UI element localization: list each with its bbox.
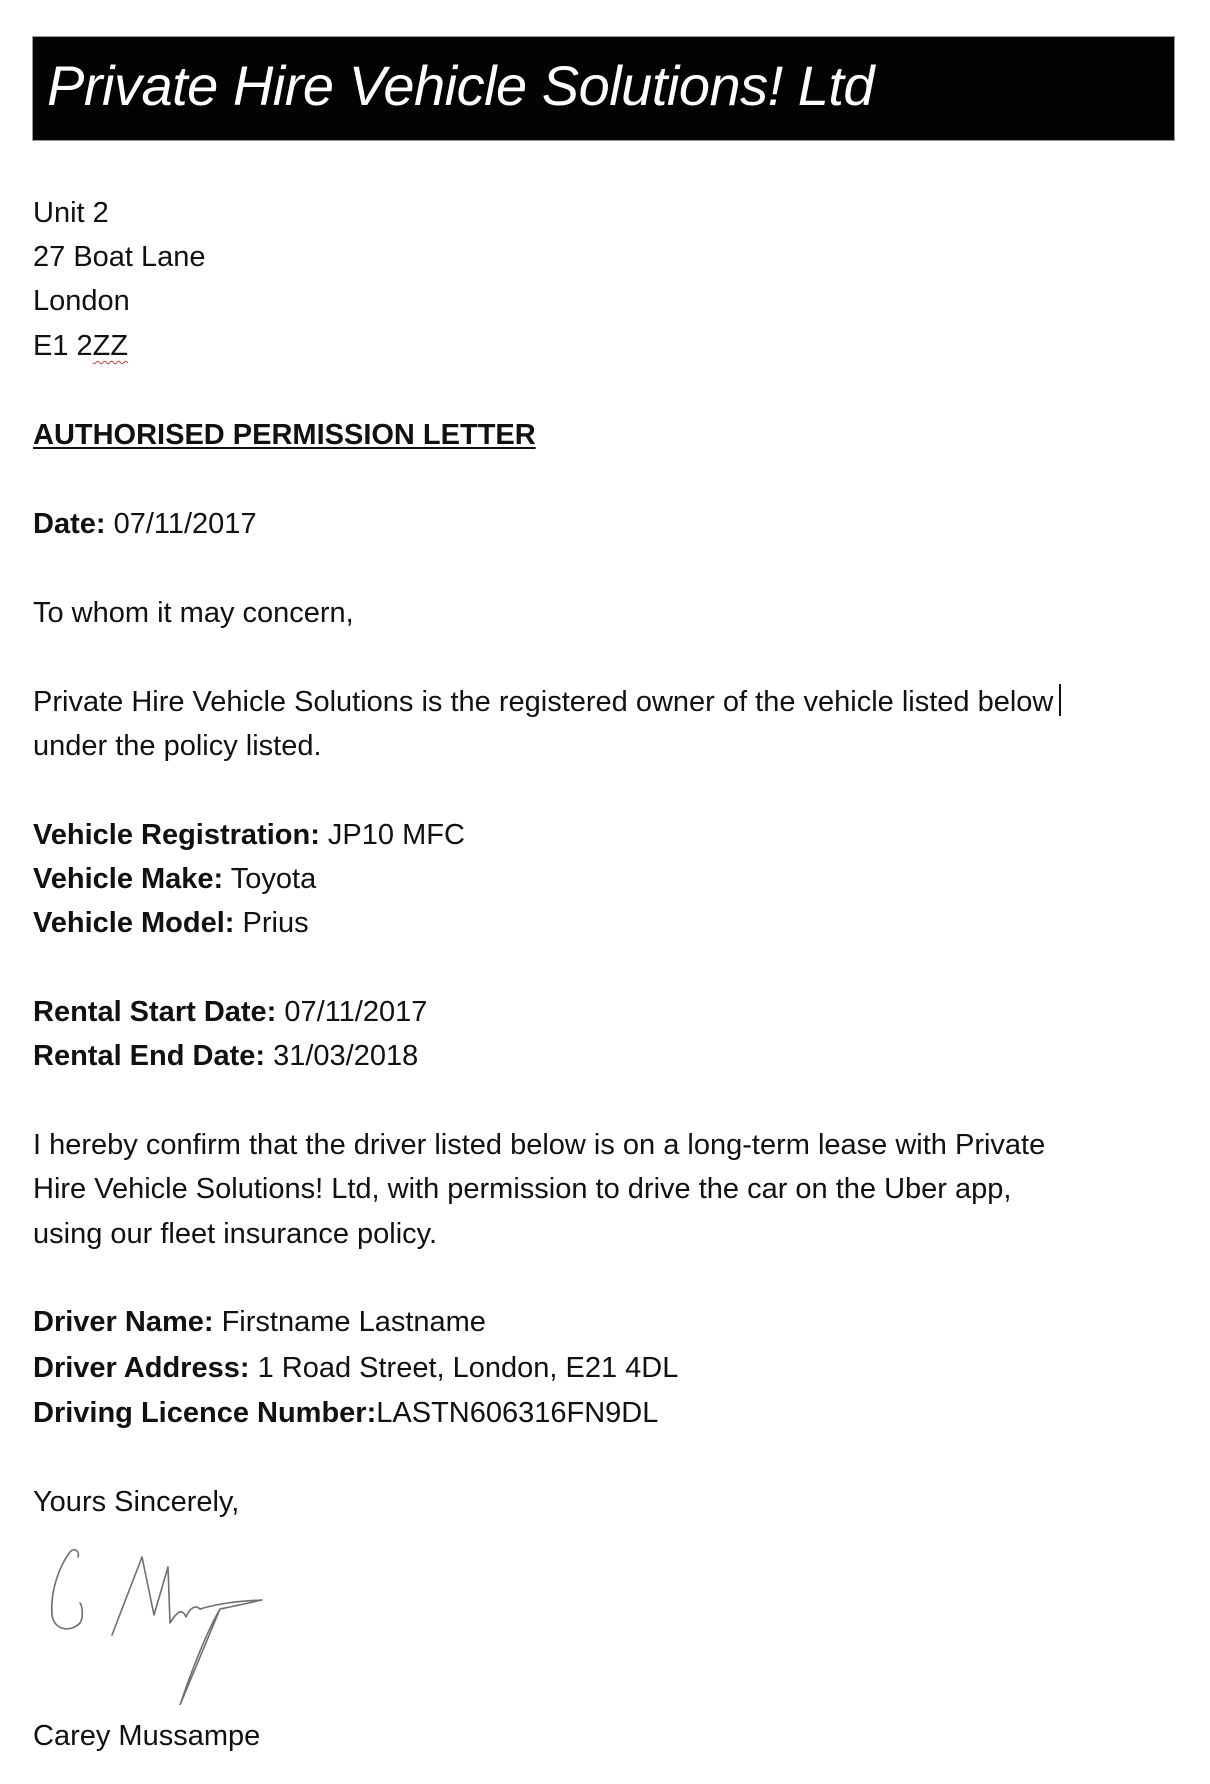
field-label: Driving Licence Number: [33,1397,377,1429]
driver-name [33,1300,486,1344]
company-banner [32,36,1175,141]
confirmation-line-2: Hire Vehicle Solutions! Ltd, with permission to drive the car on the Uber app, [33,1173,1012,1205]
signature-image [30,1505,280,1705]
field-label: Vehicle Make: [33,863,224,895]
date-line [33,502,257,546]
letter-heading: AUTHORISED PERMISSION LETTER [33,419,536,451]
rental-start-date [33,990,427,1034]
field-value: 1 Road Street, London, E21 4DL [257,1352,679,1384]
field-value: 07/11/2017 [284,996,428,1028]
field-value: Prius [242,907,309,939]
address-line-1: Unit 2 [33,197,109,229]
driving-licence-number [33,1391,658,1435]
rental-end-date [33,1034,418,1078]
vehicle-registration [33,813,465,857]
text-cursor [1059,684,1061,716]
intro-line-2: under the policy listed. [33,730,322,762]
intro-text: Private Hire Vehicle Solutions is the registered owner of the vehicle listed below [33,686,1054,718]
field-label: Rental End Date: [33,1040,266,1072]
field-label: Vehicle Registration: [33,819,320,851]
address-line-2: 27 Boat Lane [33,241,206,273]
company-name: Private Hire Vehicle Solutions! Ltd [47,54,875,117]
address-city: London [33,285,130,317]
field-label: Vehicle Model: [33,907,235,939]
closing: Yours Sincerely, [33,1486,240,1518]
field-value: Firstname Lastname [221,1306,486,1338]
field-label: Driver Address: [33,1352,250,1384]
field-value: 31/03/2018 [273,1040,419,1072]
confirmation-line-1: I hereby confirm that the driver listed below is on a long-term lease with Private [33,1129,1046,1161]
address-postcode [33,324,128,368]
confirmation-line-3: using our fleet insurance policy. [33,1218,438,1250]
salutation: To whom it may concern, [33,597,354,629]
postcode-prefix: E1 2 [33,330,93,362]
field-value: JP10 MFC [327,819,465,851]
intro-line-1[interactable] [33,680,1061,724]
field-label: Rental Start Date: [33,996,277,1028]
field-value: LASTN606316FN9DL [376,1397,659,1429]
field-label: Driver Name: [33,1306,214,1338]
vehicle-model [33,901,309,945]
date-label: Date: [33,508,106,540]
field-value: Toyota [230,863,317,895]
vehicle-make [33,857,316,901]
date-value: 07/11/2017 [113,508,257,540]
driver-address [33,1346,678,1390]
signatory-name: Carey Mussampe [33,1720,261,1752]
spellcheck-flagged-text[interactable]: ZZ [92,330,129,362]
